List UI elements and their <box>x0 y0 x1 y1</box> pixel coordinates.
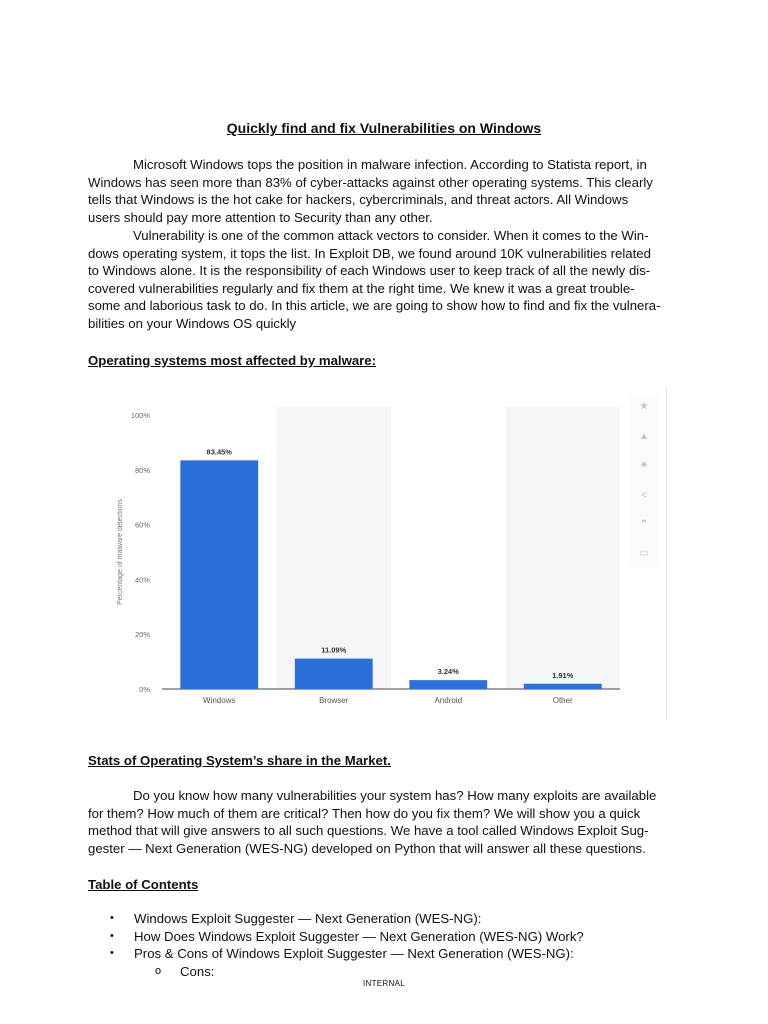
y-tick-label: 0% <box>139 685 150 694</box>
toc-item[interactable]: • Pros & Cons of Windows Exploit Suggester — Next Generation (WES-NG): <box>110 946 574 962</box>
y-tick-label: 40% <box>134 575 150 585</box>
bar-browser <box>295 659 373 689</box>
text-line: Microsoft Windows tops the position in malware infection. According to Statista report, in <box>133 157 647 172</box>
text-line: bilities on your Windows OS quickly <box>88 315 297 331</box>
data-label: 11.09% <box>321 645 347 655</box>
toc-item[interactable]: • Windows Exploit Suggester — Next Generation (WES-NG): <box>110 911 482 926</box>
data-label: 83.45% <box>206 447 232 457</box>
text-line: for them? How much of them are critical? Then how do you fix them? We will show you a quick <box>88 805 641 821</box>
data-label: 1.91% <box>552 670 574 680</box>
classification-footer: INTERNAL <box>363 979 405 988</box>
share-icon[interactable]: < <box>641 490 647 501</box>
y-tick-label: 80% <box>134 465 150 475</box>
text-line: some and laborious task to do. In this article, we are going to show how to find and fix the vulnera- <box>88 298 661 314</box>
text-line: Windows has seen more than 83% of cyber-attacks against other operating systems. This clearly <box>88 174 653 190</box>
star-icon[interactable]: ★ <box>639 401 649 412</box>
table-of-contents <box>110 910 584 980</box>
y-tick-label: 20% <box>134 630 150 640</box>
chart-heading: Operating systems most affected by malware: <box>88 353 377 368</box>
text-line: tells that Windows is the hot cake for hackers, cybercriminals, and threat actors. All Windows <box>88 192 629 208</box>
bar-android <box>409 680 487 689</box>
chart-toolbar <box>630 396 658 568</box>
text-line: Do you know how many vulnerabilities your system has? How many exploits are available <box>133 788 657 803</box>
bar-other <box>524 684 602 689</box>
toc-subitem[interactable]: o Cons: <box>155 963 215 979</box>
quote-icon[interactable]: ❞ <box>641 519 647 530</box>
malware-chart <box>116 387 668 719</box>
data-label: 3.24% <box>437 667 459 677</box>
chart-divider <box>666 387 667 719</box>
x-tick-label: Windows <box>203 696 236 705</box>
bell-icon[interactable]: ▲ <box>639 431 649 442</box>
market-heading: Stats of Operating System’s share in the Market. <box>88 753 391 768</box>
intro-paragraph-1 <box>88 156 710 226</box>
y-tick-label: 60% <box>134 520 150 530</box>
text-line: gester — Next Generation (WES-NG) developed on Python that will answer all these questions. <box>88 840 646 856</box>
x-tick-label: Other <box>552 696 573 705</box>
toc-item[interactable]: • How Does Windows Exploit Suggester — Next Generation (WES-NG) Work? <box>110 928 584 944</box>
bullet-icon: • <box>110 912 114 924</box>
gear-icon[interactable]: ✷ <box>639 460 649 471</box>
chart-band <box>506 407 621 689</box>
x-tick-label: Android <box>434 696 463 705</box>
text-line: users should pay more attention to Security than any other. <box>88 209 433 225</box>
malware-bar-chart <box>116 387 668 719</box>
text-line: method that will give answers to all such questions. We have a tool called Windows Exploit Sug- <box>88 823 649 839</box>
x-tick-label: Browser <box>319 696 349 705</box>
text-line: to Windows alone. It is the responsibility of each Windows user to keep track of all the newly dis- <box>88 263 651 279</box>
bar-windows <box>180 460 258 689</box>
bullet-icon: • <box>110 929 114 942</box>
circle-bullet-icon: o <box>155 964 162 977</box>
text-line: dows operating system, it tops the list. In Exploit DB, we found around 10K vulnerabilities related <box>88 245 651 261</box>
document-title: Quickly find and fix Vulnerabilities on Windows <box>226 120 542 136</box>
market-paragraph <box>88 787 710 857</box>
text-line: Vulnerability is one of the common attack vectors to consider. When it comes to the Win- <box>133 228 649 243</box>
y-axis-label: Percentage of malware detections <box>117 499 124 605</box>
text-line: covered vulnerabilities regularly and fix them at the right time. We knew it was a great trouble- <box>88 280 635 296</box>
toc-heading: Table of Contents <box>88 877 199 892</box>
bullet-icon: • <box>110 947 114 960</box>
intro-paragraph-2 <box>88 227 710 333</box>
print-icon[interactable]: ▭ <box>639 548 649 559</box>
y-tick-label: 100% <box>130 411 150 420</box>
